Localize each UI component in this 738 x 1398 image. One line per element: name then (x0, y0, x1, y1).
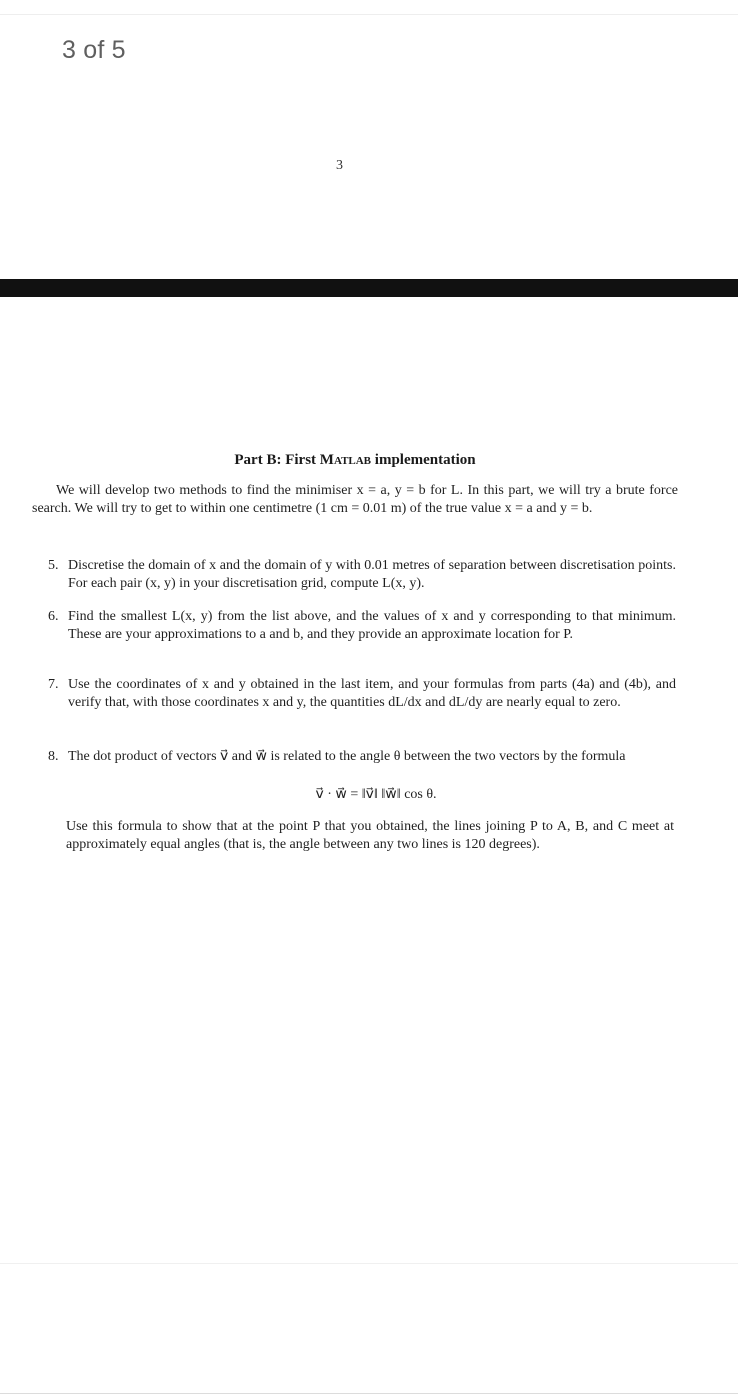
list-item (48, 748, 676, 766)
item-followup-text: Use this formula to show that at the point P that you obtained, the lines joining P to A, B, and C meet at approximately equal angles (that is, the angle between any two lines is 120 degrees). (66, 819, 674, 852)
item-text: The dot product of vectors v⃗ and w⃗ is related to the angle θ between the two vectors by the formula (68, 749, 626, 764)
item-number: 5. (48, 558, 59, 573)
dot-product-formula: v⃗ · w⃗ = ‖v⃗‖ ‖w⃗‖ cos θ. (315, 787, 437, 802)
list-item (48, 608, 676, 643)
section-title-prefix: Part B: First (234, 452, 320, 468)
intro-paragraph: We will develop two methods to find the minimiser x = a, y = b for L. In this part, we will try a brute force search. We will try to get to within one centimetre (1 cm = 0.01 m) of the true value x = a and y = b. (32, 483, 678, 516)
item-text: Find the smallest L(x, y) from the list above, and the values of x and y corresponding to that minimum. These are your approximations to a and b, and they provide an approximate location for P. (68, 609, 676, 642)
page-number: 3 (336, 158, 343, 173)
item-number: 6. (48, 609, 59, 624)
page-counter: 3 of 5 (62, 36, 126, 64)
item-number: 8. (48, 749, 59, 764)
list-item (48, 676, 676, 711)
bottom-edge-divider (0, 1393, 738, 1394)
item-text: Use the coordinates of x and y obtained in the last item, and your formulas from parts (4a) and (4b), and verify that, with those coordinates x and y, the quantities dL/dx and dL/dy are nearly equal to zero. (68, 677, 676, 710)
section-title-suffix: implementation (371, 452, 476, 468)
section-title-matlab: Matlab (319, 452, 372, 468)
list-item (48, 557, 676, 592)
page-separator-band (0, 279, 738, 297)
bottom-divider (0, 1263, 738, 1264)
item-number: 7. (48, 677, 59, 692)
item-text: Discretise the domain of x and the domain of y with 0.01 metres of separation between discretisation points. For each pair (x, y) in your discretisation grid, compute L(x, y). (68, 558, 676, 591)
top-divider (0, 14, 738, 15)
section-title (0, 452, 710, 469)
